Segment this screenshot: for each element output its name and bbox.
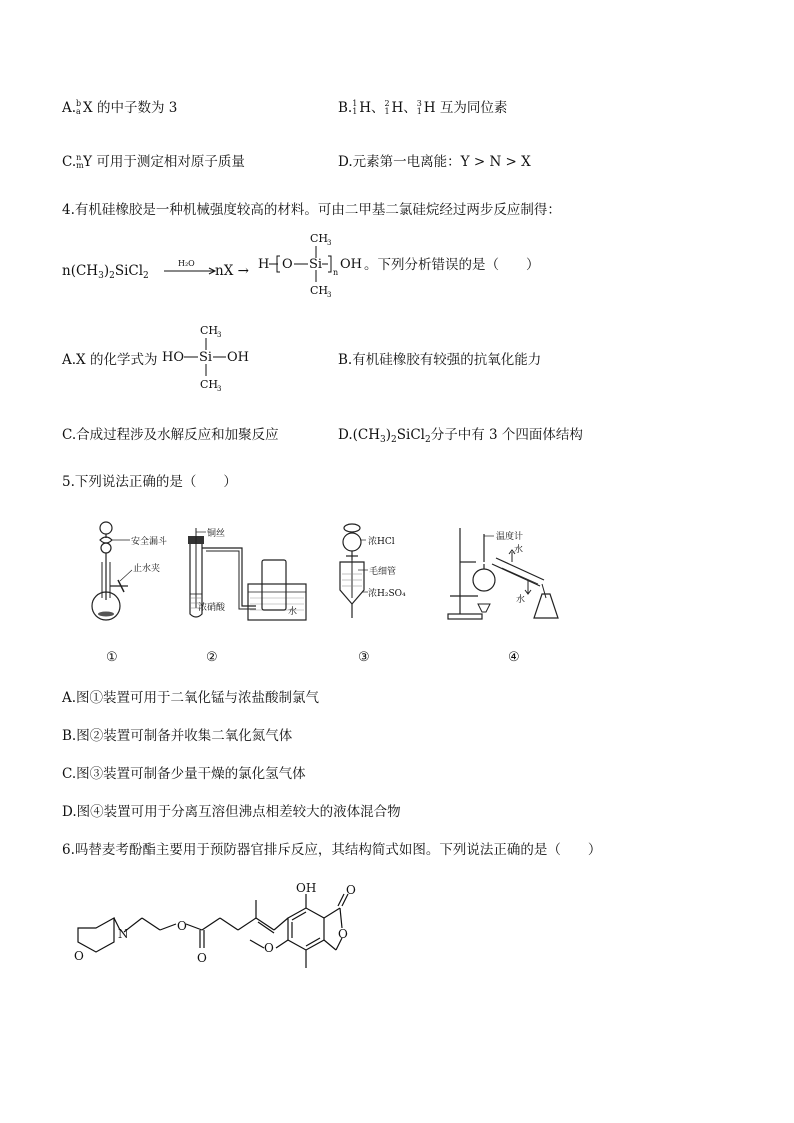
q4-x-structure: [162, 320, 262, 392]
apparatus-3: [332, 518, 442, 628]
q3-option-c: C. n m Y 可用于测定相对原子质量: [62, 153, 245, 170]
q4-option-d: $D.(CH_3)_2SiCl_2$分子中有 3 个四面体结构: [338, 427, 583, 445]
q4-polymer-o: O: [282, 257, 293, 272]
label-thermometer: 温度计: [496, 532, 524, 542]
svg-text:OH: OH: [227, 350, 249, 365]
atom-o-ester: O: [177, 919, 187, 933]
svg-text:CH: CH: [310, 284, 329, 297]
figure-number-3: ③: [358, 650, 370, 665]
svg-text:OH: OH: [340, 257, 362, 272]
svg-text:HO: HO: [162, 350, 184, 365]
label-capillary: 毛细管: [369, 567, 397, 577]
label-copper: 铜丝: [207, 529, 226, 539]
q4-option-b: B.有机硅橡胶有较强的抗氧化能力: [338, 352, 542, 368]
label-clamp: 止水夹: [133, 564, 161, 574]
svg-text:Si: Si: [199, 350, 213, 365]
svg-text:CH: CH: [310, 232, 329, 245]
atom-oh: OH: [296, 881, 317, 895]
q6-molecule-structure: [74, 881, 374, 996]
q4-reactant: $n(CH_3)_2SiCl_2$: [62, 263, 149, 281]
svg-text:H: H: [258, 257, 270, 272]
figure-number-1: ①: [106, 650, 118, 665]
figure-number-4: ④: [508, 650, 520, 665]
svg-text:Si: Si: [309, 257, 323, 272]
atom-n: N: [118, 927, 129, 941]
q4-reaction-tail: 。下列分析错误的是（ ）: [364, 257, 540, 273]
label-conc-hcl: 浓HCl: [368, 537, 395, 547]
label-conc-h2so4: 浓H₂SO₄: [368, 589, 406, 599]
q3-option-b: B. 1 1 H、 2 1 H、 3 1 H 互为同位素: [338, 99, 508, 116]
q5-stem: 5.下列说法正确的是（ ）: [62, 474, 237, 490]
atom-o-carbonyl: O: [197, 951, 207, 965]
q3-option-a: A. b a X 的中子数为 3: [62, 99, 178, 116]
svg-text:n: n: [333, 268, 339, 277]
figure-number-2: ②: [206, 650, 218, 665]
q4-arrow-reagent: H₂O: [178, 259, 195, 268]
q6-stem: 6.吗替麦考酚酯主要用于预防器官排斥反应，其结构简式如图。下列说法正确的是（ ）: [62, 842, 602, 858]
q5-option-c: C.图③装置可制备少量干燥的氯化氢气体: [62, 766, 306, 782]
apparatus-2: [184, 528, 314, 638]
svg-text:3: 3: [327, 239, 332, 247]
svg-text:CH: CH: [200, 324, 219, 337]
q5-option-a: A.图①装置可用于二氧化锰与浓盐酸制氯气: [62, 690, 320, 706]
atom-o-lactone-carbonyl: O: [346, 883, 356, 897]
q4-polymer-structure: [258, 228, 378, 300]
q4-option-a: A.X 的化学式为: [62, 352, 158, 368]
apparatus-1: [78, 518, 188, 628]
atom-o-lactone-ring: O: [338, 927, 348, 941]
q5-option-b: B.图②装置可制备并收集二氧化氮气体: [62, 728, 293, 744]
atom-o-methoxy: O: [264, 941, 274, 955]
apparatus-4: [434, 528, 574, 638]
svg-text:3: 3: [217, 331, 222, 339]
svg-text:3: 3: [217, 385, 222, 393]
q3-option-d: D.元素第一电离能：Y > N > X: [338, 154, 531, 170]
q5-option-d: D.图④装置可用于分离互溶但沸点相差较大的液体混合物: [62, 804, 401, 820]
atom-o-morpholine: O: [74, 949, 84, 963]
label-water-2: 水: [288, 607, 298, 617]
label-nitric-acid: 浓硝酸: [198, 603, 226, 613]
svg-text:3: 3: [327, 291, 332, 299]
q4-option-c: C.合成过程涉及水解反应和加聚反应: [62, 427, 279, 443]
q4-stem: 4.有机硅橡胶是一种机械强度较高的材料。可由二甲基二氯硅烷经过两步反应制得：: [62, 202, 561, 218]
label-water-in: 水: [516, 595, 526, 605]
svg-text:CH: CH: [200, 378, 219, 391]
label-safety-funnel: 安全漏斗: [131, 537, 168, 547]
label-water-out: 水: [514, 545, 524, 555]
q4-intermediate: nX →: [215, 263, 249, 279]
